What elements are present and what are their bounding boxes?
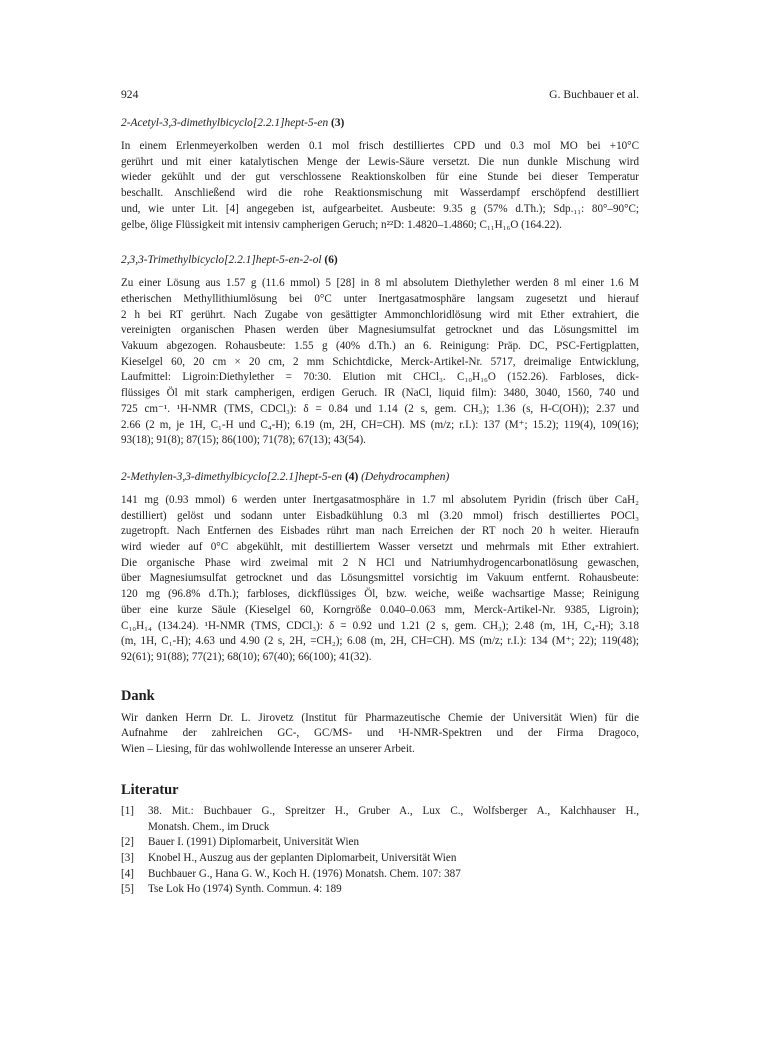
section-acetyl: [121, 116, 639, 233]
text-line: 120 mg (96.8% d.Th.); farbloses, dickflüssiges Öl, bzw. weiche, weiße wachsartige Masse; Reinigung: [121, 588, 639, 601]
text-line: vereinigten organischen Phasen werden über Magnesiumsulfat getrocknet und das Lösungsmittel im: [121, 324, 639, 337]
reference-number: [1]: [121, 804, 134, 817]
text-line: über Magnesiumsulfat getrocknet und das Lösungsmittel vorsichtig im Vakuum entfernt. Rohausbeute:: [121, 572, 639, 585]
text-line: destilliert) gelöst und sodann unter Eisbadkühlung 0.3 ml (3.20 mmol) frisch destilliertes POCl₃: [121, 509, 639, 522]
section-heading: 2,3,3-Trimethylbicyclo[2.2.1]hept-5-en-2-ol (6): [121, 254, 338, 267]
section-heading: 2-Acetyl-3,3-dimethylbicyclo[2.2.1]hept-5-en (3): [121, 117, 345, 129]
text-line: 141 mg (0.93 mmol) 6 werden unter Inertgasatmosphäre in 1.7 ml absolutem Pyridin (frisch über CaH₂: [121, 493, 639, 506]
reference-item: [121, 867, 639, 883]
reference-item: [121, 882, 639, 898]
text-line: Aufnahme der zahlreichen GC-, GC/MS- und ¹H-NMR-Spektren und der Firma Dragoco,: [121, 727, 639, 740]
text-line: und, wie unter Lit. [4] angegeben ist, aufgearbeitet. Ausbeute: 9.35 g (57% d.Th.); Sdp.₁₁: 80°–90°C;: [121, 202, 639, 215]
text-line: beschallt. Anschließend wird die rohe Reaktionsmischung mit Wasserdampf erschöpfend destilliert: [121, 187, 639, 200]
reference-text: Bauer I. (1991) Diplomarbeit, Universität Wien: [148, 836, 359, 849]
section-heading: 2-Methylen-3,3-dimethylbicyclo[2.2.1]hept-5-en (4) (Dehydrocamphen): [121, 470, 450, 483]
text-line: In einem Erlenmeyerkolben werden 0.1 mol frisch destilliertes CPD und 0.3 mol MO bei +10°C: [121, 140, 639, 152]
text-line: C₁₀H₁₄ (134.24). ¹H-NMR (TMS, CDCl₃): δ = 0.92 und 1.21 (2 s, gem. CH₃); 2.48 (m, 1H, C₄-H); 3.18: [121, 619, 639, 632]
running-head-authors: G. Buchbauer et al.: [549, 88, 639, 101]
running-head: [121, 88, 639, 102]
text-line: Die organische Phase wird zweimal mit 2 N HCl und Natriumhydrogencarbonatlösung gewaschen,: [121, 556, 639, 569]
dank-body: [121, 711, 639, 758]
text-line: wieder gekühlt und der gut verschlossene Reaktionskolben für eine Stunde bei dieser Temperatur: [121, 171, 639, 184]
reference-item: [121, 804, 639, 835]
section-body: [121, 139, 639, 233]
reference-item: [121, 851, 639, 867]
text-line: 725 cm⁻¹. ¹H-NMR (TMS, CDCl₃): δ = 0.84 und 1.14 (2 s, gem. CH₃); 1.36 (s, H-C(OH)); 2.37 und: [121, 402, 639, 415]
section-methylen: [121, 470, 639, 666]
section-body: [121, 493, 639, 666]
section-dank: [121, 688, 639, 758]
dank-title: Dank: [121, 687, 155, 704]
text-line: Kieselgel 60, 20 cm × 20 cm, 2 mm Schichtdicke, Merck-Artikel-Nr. 5717, dreimalige Entwicklung,: [121, 355, 639, 368]
reference-item: [121, 835, 639, 851]
page: [121, 88, 639, 898]
text-line: gelbe, ölige Flüssigkeit mit intensiv campherigen Geruch; n²²D: 1.4820–1.4860; C₁₁H₁₆O (164.22).: [121, 218, 562, 231]
reference-text: Buchbauer G., Hana G. W., Koch H. (1976) Monatsh. Chem. 107: 387: [148, 867, 461, 880]
reference-number: [5]: [121, 883, 134, 896]
text-line: 2.66 (2 m, je 1H, C₁-H und C₄-H); 6.19 (m, 2H, CH=CH). MS (m/z; r.I.): 137 (M⁺; 15.2); 119(4), 109(16);: [121, 418, 639, 431]
reference-number: [3]: [121, 851, 134, 864]
reference-number: [4]: [121, 867, 134, 880]
text-line: 92(61); 91(88); 77(21); 68(10); 67(40); 66(100); 41(32).: [121, 650, 372, 663]
text-line: wird wieder auf 0°C abgekühlt, mit destilliertem Wasser versetzt und mehrmals mit Ether extrahiert.: [121, 541, 639, 554]
reference-text: Knobel H., Auszug aus der geplanten Diplomarbeit, Universität Wien: [148, 851, 457, 864]
reference-number: [2]: [121, 836, 134, 849]
reference-text: Tse Lok Ho (1974) Synth. Commun. 4: 189: [148, 883, 342, 896]
text-line: gerührt und mit einer katalytischen Menge der Lewis-Säure versetzt. Die nun dunkle Mischung wird: [121, 155, 639, 168]
text-line: (m, 1H, C₁-H); 4.63 und 4.90 (2 s, 2H, =CH₂); 6.08 (m, 2H, CH=CH). MS (m/z; r.I.): 134 (M⁺; 22); 119(48);: [121, 635, 639, 648]
literatur-title: Literatur: [121, 781, 179, 798]
section-trimethyl: [121, 253, 639, 449]
reference-text: Monatsh. Chem., im Druck: [148, 820, 270, 833]
text-line: Zu einer Lösung aus 1.57 g (11.6 mmol) 5 [28] in 8 ml absolutem Diethylether werden 8 ml einer 1.6 M: [121, 277, 639, 290]
text-line: über eine kurze Säule (Kieselgel 60, Korngröße 0.040–0.063 mm, Merck-Artikel-Nr. 9385, Ligroin);: [121, 603, 639, 616]
text-line: etherischen Methyllithiumlösung bei 0°C unter Inertgasatmosphäre langsam zugesetzt und hierauf: [121, 292, 639, 305]
text-line: flüssiges Öl mit stark campherigen, erdigen Geruch. IR (NaCl, liquid film): 3480, 3040, 1560, 740 und: [121, 387, 639, 400]
text-line: zugetropft. Nach Entfernen des Eisbades rührt man nach Erreichen der RT noch 20 h weiter. Hieraufn: [121, 525, 639, 538]
reference-list: [121, 804, 639, 898]
text-line: Laufmittel: Ligroin:Diethylether = 70:30. Elution mit CHCl₃. C₁₀H₁₆O (152.26). Farbloses, dick-: [121, 371, 639, 384]
text-line: 93(18); 91(8); 87(15); 86(100); 71(78); 67(13); 43(54).: [121, 434, 366, 447]
page-number: 924: [121, 88, 139, 101]
text-line: Wien – Liesing, für das wohlwollende Interesse an unserer Arbeit.: [121, 743, 415, 756]
text-line: Vakuum abgezogen. Rohausbeute: 1.55 g (40% d.Th.) an 6. Reinigung: Präp. DC, PSC-Fertigplatten,: [121, 340, 639, 353]
section-literatur: [121, 782, 639, 898]
text-line: Wir danken Herrn Dr. L. Jirovetz (Institut für Pharmazeutische Chemie der Universität Wien) für die: [121, 711, 639, 724]
section-body: [121, 276, 639, 449]
reference-text: 38. Mit.: Buchbauer G., Spreitzer H., Gruber A., Lux C., Wolfsberger A., Kalchhauser H.,: [148, 804, 639, 817]
text-line: 2 h bei RT gerührt. Nach Zugabe von gesättigter Ammonchloridlösung wird mit Ether extrahiert, die: [121, 308, 639, 321]
